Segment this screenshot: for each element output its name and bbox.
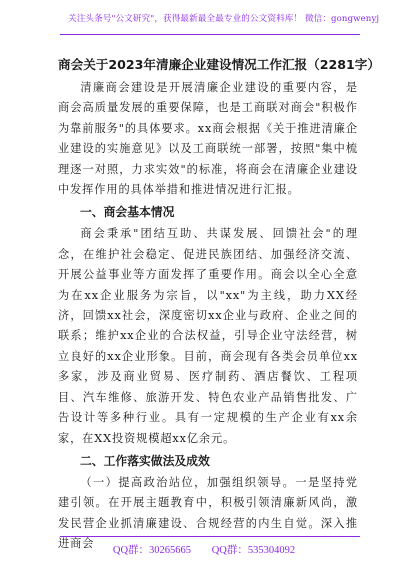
footer-contact bbox=[0, 542, 408, 557]
footer-rule bbox=[60, 536, 360, 537]
header-rule bbox=[60, 34, 360, 35]
qq-group-1: QQ群：30265665 bbox=[112, 545, 192, 556]
section1-heading: 一、商会基本情况 bbox=[80, 205, 175, 220]
page-header bbox=[0, 0, 408, 46]
document-title: 商会关于2023年清廉企业建设情况工作汇报（2281字） bbox=[58, 57, 380, 72]
section2-paragraph: （一）提高政治站位，加强组织领导。一是坚持党建引领。在开展主题教育中，积极引领清廉新风尚，激发民营企业抓清廉建设、合规经营的内生自觉。深入推进商会 bbox=[58, 475, 358, 551]
qq-group-2: QQ群：535304092 bbox=[211, 545, 296, 556]
document-content bbox=[58, 55, 380, 555]
page-footer bbox=[0, 536, 408, 580]
document-body bbox=[58, 78, 358, 555]
section2-heading: 二、工作落实做法及成效 bbox=[80, 453, 210, 468]
intro-paragraph: 清廉商会建设是开展清廉企业建设的重要内容，是商会高质量发展的重要保障，也是工商联对商会"积极作为靠前服务"的具体要求。xx商会根据《关于推进清廉企业建设的实施意见》以及工商联统一部署，按照"集中梳理逐一对照，力求实效"的标准，将商会在清廉企业建设中发挥作用的具体举措和推进情况进行汇报。 bbox=[58, 81, 358, 197]
section1-paragraph: 商会秉承"团结互助、共谋发展、回馈社会"的理念，在维护社会稳定、促进民族团结、加强经济交流、开展公益事业等方面发挥了重要作用。商会以全心全意为在xx企业服务为宗旨，以"xx"为主线，助力XX经济，回馈xx社会，深度密切xx企业与政府、企业之间的联系；维护xx企业的合法权益，引导企业守法经营，树立良好的xx企业形象。目前，商会现有各类会员单位xx多家，涉及商业贸易、医疗制药、酒店餐饮、工程项目、汽车维修、旅游开发、特色农业产品销售批发、广告设计等多种行业。具有一定规模的生产企业有xx余家，在XX投资规模超xx亿余元。 bbox=[58, 227, 358, 445]
header-notice: 关注头条号"公文研究"，获得最新最全最专业的公文资料库！ 微信：gongwenyj bbox=[68, 14, 380, 24]
